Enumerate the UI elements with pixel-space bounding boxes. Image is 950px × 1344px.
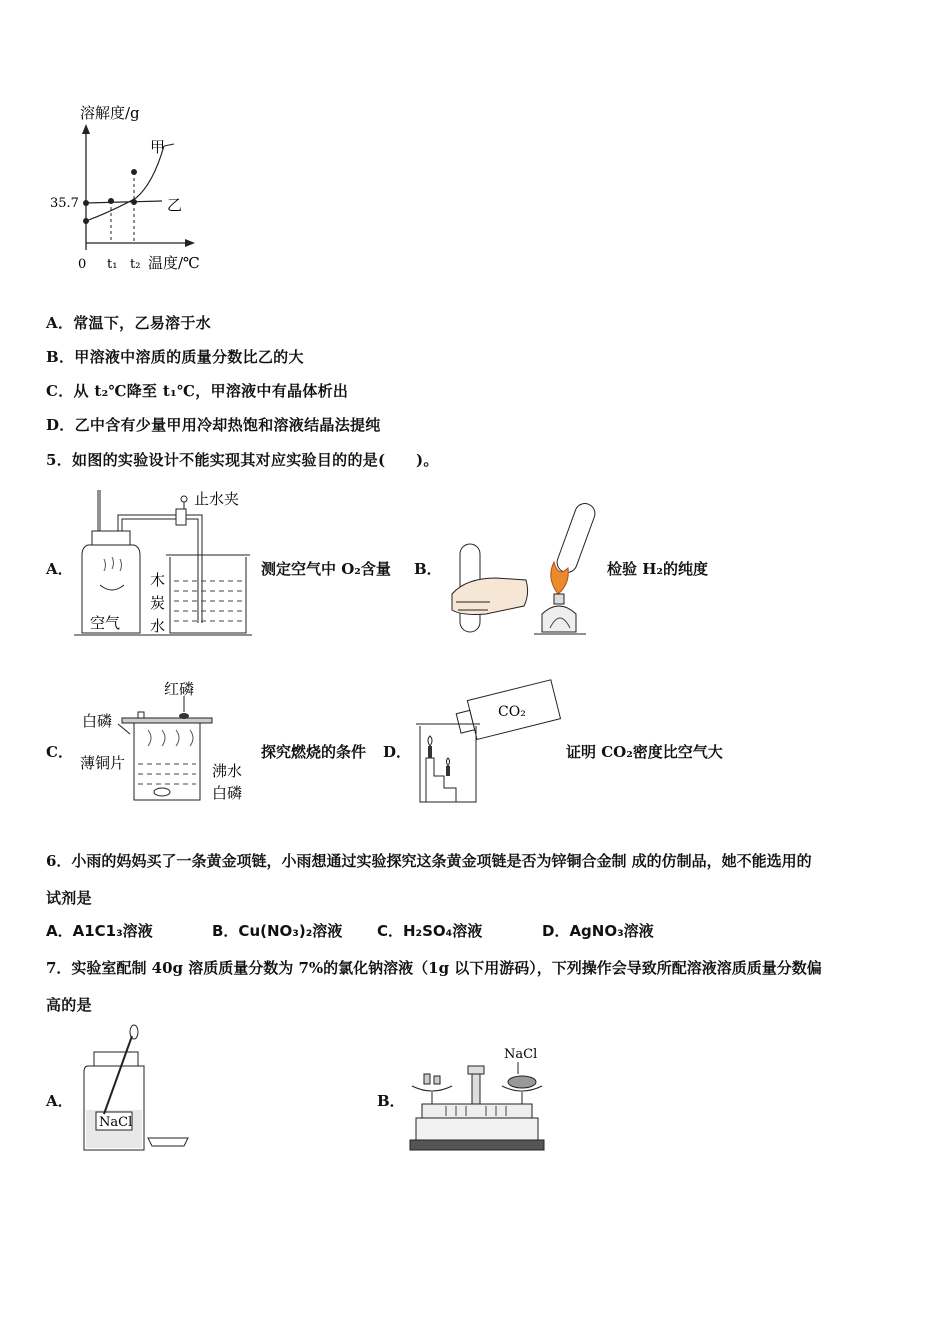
q5-a-text: 测定空气中 O₂含量 xyxy=(261,560,391,578)
graph-t1: t₁ xyxy=(107,257,118,272)
q5-c-figure xyxy=(78,678,258,806)
q5-a-label: A． xyxy=(46,560,73,578)
q6-stem-line1: 6．小雨的妈妈买了一条黄金项链，小雨想通过实验探究这条黄金项链是否为锌铜合金制 成的仿制品，她不能选用的 xyxy=(46,852,812,870)
q6-option-c: C．H₂SO₄溶液 xyxy=(377,922,483,940)
q5-d-text: 证明 CO₂密度比空气大 xyxy=(566,743,723,761)
label-nacl-b: NaCl xyxy=(504,1047,538,1062)
q5-a-figure xyxy=(74,485,260,640)
label-charcoal-2: 炭 xyxy=(150,594,166,612)
q5-stem: 5．如图的实验设计不能实现其对应实验目的的是( )。 xyxy=(46,451,439,469)
q7-stem-line1: 7．实验室配制 40g 溶质质量分数为 7%的氯化钠溶液（1g 以下用游码），下列操作会导致所配溶液溶质质量分数偏 xyxy=(46,959,822,977)
q5-b-text: 检验 H₂的纯度 xyxy=(607,560,708,578)
graph-jia: 甲 xyxy=(150,138,166,156)
q7-b-label: B． xyxy=(377,1092,405,1110)
q6-option-b: B．Cu(NO₃)₂溶液 xyxy=(212,922,343,940)
label-boiling-water: 沸水 xyxy=(212,762,243,780)
graph-t2: t₂ xyxy=(130,257,141,272)
q6-option-a: A．A1C1₃溶液 xyxy=(46,922,153,940)
curve-jia xyxy=(86,146,164,221)
q7-stem-line2: 高的是 xyxy=(46,996,92,1014)
q7-a-figure xyxy=(78,1022,198,1154)
label-water: 水 xyxy=(150,617,166,635)
label-clip: 止水夹 xyxy=(194,490,240,508)
label-co2: CO₂ xyxy=(498,704,526,720)
q5-b-label: B． xyxy=(414,560,442,578)
q4-option-a: A．常温下，乙易溶于水 xyxy=(46,314,211,332)
q7-b-figure xyxy=(406,1040,548,1154)
q4-option-b: B．甲溶液中溶质的质量分数比乙的大 xyxy=(46,348,304,366)
label-white-phosphorus-top: 白磷 xyxy=(82,712,113,730)
q4-option-d: D．乙中含有少量甲用冷却热饱和溶液结晶法提纯 xyxy=(46,416,381,434)
q5-c-text: 探究燃烧的条件 xyxy=(261,743,367,761)
graph-yi: 乙 xyxy=(167,196,183,214)
label-charcoal-1: 木 xyxy=(150,571,166,589)
label-air: 空气 xyxy=(90,614,121,632)
graph-ylabel: 溶解度/g xyxy=(80,104,140,122)
q5-d-figure xyxy=(412,676,562,808)
label-white-phosphorus-bottom: 白磷 xyxy=(212,784,243,802)
graph-xlabel: 温度/℃ xyxy=(148,254,200,272)
q5-c-label: C． xyxy=(46,743,73,761)
graph-y-value: 35.7 xyxy=(50,196,79,211)
q7-a-label: A． xyxy=(46,1092,73,1110)
graph-origin: 0 xyxy=(78,257,87,272)
label-copper-sheet: 薄铜片 xyxy=(80,754,126,772)
label-nacl-a: NaCl xyxy=(99,1115,133,1130)
q5-b-figure xyxy=(446,498,606,640)
label-red-phosphorus: 红磷 xyxy=(164,680,195,698)
solubility-graph xyxy=(40,100,230,280)
q6-option-d: D．AgNO₃溶液 xyxy=(542,922,654,940)
curve-yi xyxy=(86,201,162,203)
q4-option-c: C．从 t₂℃降至 t₁℃，甲溶液中有晶体析出 xyxy=(46,382,349,400)
q6-stem-line2: 试剂是 xyxy=(46,889,92,907)
q5-d-label: D． xyxy=(383,743,412,761)
